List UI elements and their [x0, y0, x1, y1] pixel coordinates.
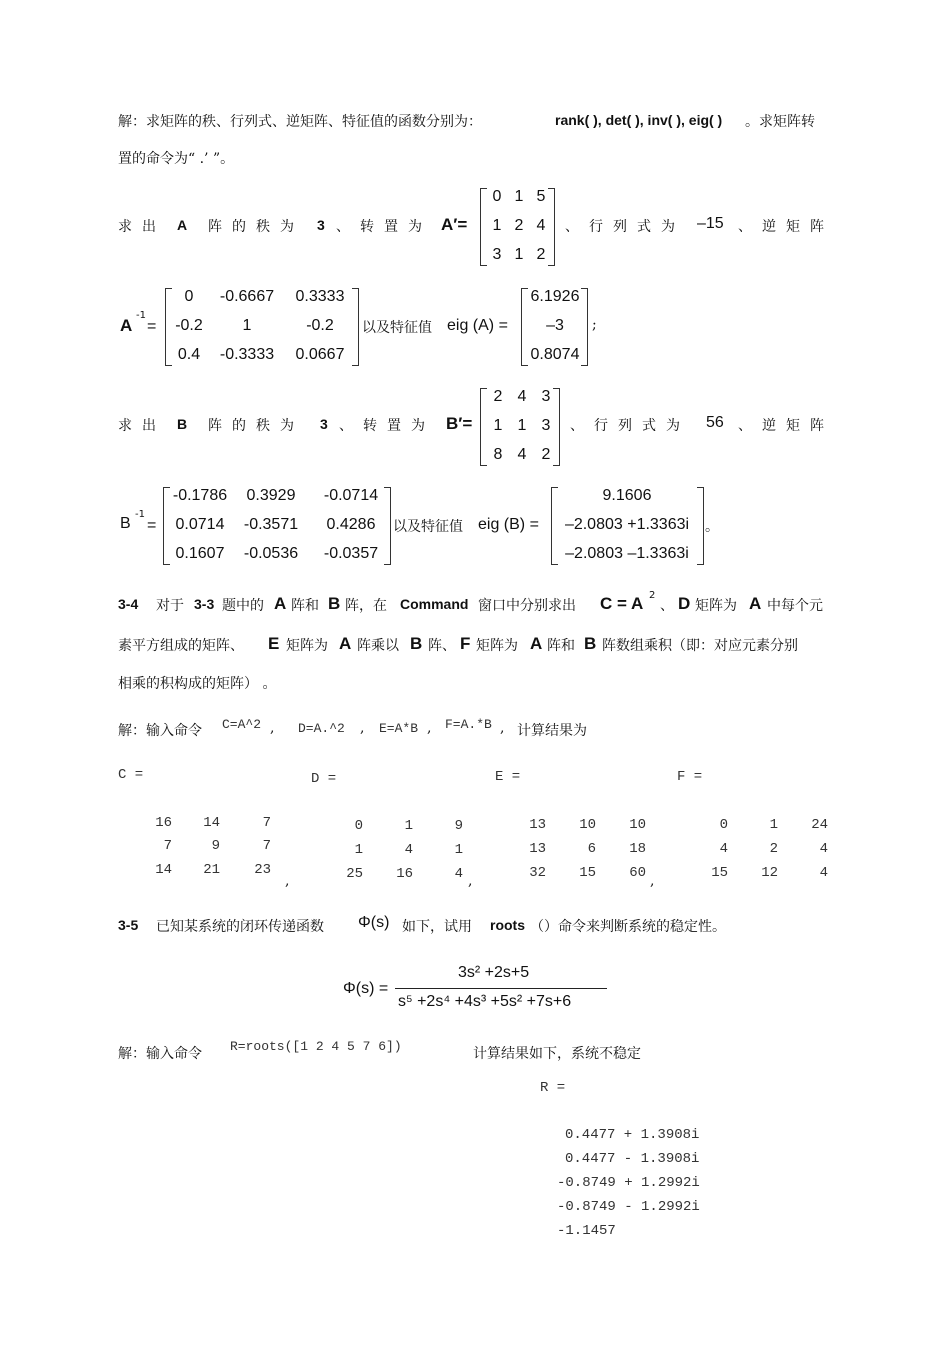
output-value: 24 — [811, 817, 828, 833]
eig-a-label: eig (A) = — [447, 317, 508, 334]
matrix-cell: 0.1607 — [175, 545, 225, 562]
matrix-cell: 0.8074 — [530, 346, 580, 363]
matrix-cell: -0.0357 — [323, 545, 379, 562]
matrix-a-inverse — [165, 286, 359, 368]
det-b: 56 — [706, 414, 724, 431]
matrix-cell: 1 — [242, 317, 252, 334]
output-value: 15 — [711, 865, 728, 881]
output-value: 1 — [404, 818, 413, 834]
output-value: 60 — [629, 865, 646, 881]
matrix-row — [527, 346, 588, 364]
output-value: 1 — [354, 842, 363, 858]
matrix-cell: –2.0803 –1.3363i — [565, 545, 689, 562]
matrix-row — [557, 516, 704, 534]
det-a: –15 — [697, 215, 724, 232]
matrix-cell: 0.4 — [177, 346, 201, 363]
matrix-cell: 0.0714 — [175, 516, 225, 533]
output-value: 7 — [163, 838, 172, 854]
matrix-cell: 8 — [493, 446, 503, 463]
output-value: 4 — [404, 842, 413, 858]
root-value: 0.4477 - 1.3908i — [565, 1151, 700, 1167]
matrix-cell: 2 — [536, 246, 546, 263]
output-value: 18 — [629, 841, 646, 857]
output-value: 25 — [346, 866, 363, 882]
output-value: 7 — [262, 815, 271, 831]
output-value: 10 — [629, 817, 646, 833]
matrix-cell: –3 — [546, 317, 564, 334]
matrix-cell: 1 — [517, 417, 527, 434]
output-value: 12 — [761, 865, 778, 881]
output-value: 1 — [454, 842, 463, 858]
matrix-cell: 0 — [184, 288, 194, 305]
output-value: 4 — [819, 865, 828, 881]
matrix-cell: -0.1786 — [172, 487, 228, 504]
output-value: 4 — [719, 841, 728, 857]
output-value: 9 — [211, 838, 220, 854]
intro-text-cont: 。求矩阵转 — [745, 114, 815, 130]
output-value: 7 — [262, 838, 271, 854]
function-names: rank( ), det( ), inv( ), eig( ) — [555, 112, 723, 128]
matrix-cell: 3 — [492, 246, 502, 263]
output-value: 13 — [529, 817, 546, 833]
matrix-cell: –2.0803 +1.3363i — [564, 516, 690, 533]
matrix-row — [486, 217, 555, 235]
eig-b-vector — [551, 485, 704, 567]
matrix-row — [486, 388, 560, 406]
matrix-cell: -0.3333 — [219, 346, 275, 363]
output-value: 14 — [203, 815, 220, 831]
output-value: 6 — [587, 841, 596, 857]
output-value: 1 — [769, 817, 778, 833]
matrix-row — [486, 246, 555, 264]
matrix-cell: -0.2 — [175, 317, 203, 334]
matrix-cell: 2 — [514, 217, 524, 234]
matrix-row — [527, 317, 588, 335]
output-value: 4 — [819, 841, 828, 857]
output-value: 13 — [529, 841, 546, 857]
matrix-row — [557, 487, 704, 505]
root-value: -0.8749 - 1.2992i — [557, 1199, 700, 1215]
matrix-cell: 0.4286 — [326, 516, 376, 533]
inv-b-label: B — [120, 515, 131, 532]
denominator: s⁵ +2s⁴ +4s³ +5s² +7s+6 — [398, 993, 572, 1010]
matrix-cell: 4 — [536, 217, 546, 234]
output-value: 32 — [529, 865, 546, 881]
matrix-row — [486, 188, 555, 206]
intro-text: 解：求矩阵的秩、行列式、逆矩阵、特征值的函数分别为： — [118, 114, 482, 130]
root-value: -0.8749 + 1.2992i — [557, 1175, 700, 1191]
output-value: 9 — [454, 818, 463, 834]
fraction-bar — [395, 988, 607, 989]
matrix-row — [557, 545, 704, 563]
root-value: 0.4477 + 1.3908i — [565, 1127, 700, 1143]
matrix-row — [171, 317, 359, 335]
output-value: 4 — [454, 866, 463, 882]
output-value: 23 — [254, 862, 271, 878]
matrix-cell: 3 — [541, 388, 551, 405]
matrix-cell: 6.1926 — [530, 288, 580, 305]
matrix-cell: 2 — [541, 446, 551, 463]
inv-a-label: A — [120, 316, 133, 335]
matrix-cell: 1 — [493, 417, 503, 434]
matrix-cell: 0.3333 — [295, 288, 345, 305]
matrix-cell: 5 — [536, 188, 546, 205]
matrix-cell: 1 — [492, 217, 502, 234]
eig-a-vector — [521, 286, 588, 368]
matrix-cell: 4 — [517, 388, 527, 405]
matrix-row — [169, 545, 391, 563]
matrix-cell: 3 — [541, 417, 551, 434]
output-value: 10 — [579, 817, 596, 833]
output-value: 16 — [396, 866, 413, 882]
matrix-row — [171, 346, 359, 364]
matrix-row — [527, 288, 588, 306]
matrix-b-inverse — [163, 485, 391, 567]
output-value: 0 — [354, 818, 363, 834]
matrix-cell: 2 — [493, 388, 503, 405]
matrix-cell: 0 — [492, 188, 502, 205]
numerator: 3s² +2s+5 — [458, 964, 530, 981]
root-value: -1.1457 — [557, 1223, 616, 1239]
output-value: 21 — [203, 862, 220, 878]
matrix-row — [486, 446, 560, 464]
matrix-cell: 1 — [514, 246, 524, 263]
output-value: 2 — [769, 841, 778, 857]
matrix-cell: -0.3571 — [243, 516, 299, 533]
matrix-row — [169, 516, 391, 534]
matrix-cell: 1 — [514, 188, 524, 205]
matrix-cell: -0.0536 — [243, 545, 299, 562]
matrix-cell: 0.3929 — [246, 487, 296, 504]
matrix-cell: -0.0714 — [323, 487, 379, 504]
roots-command: R=roots([1 2 4 5 7 6]) — [230, 1039, 402, 1054]
matrix-row — [171, 288, 359, 306]
output-value: 15 — [579, 865, 596, 881]
transpose-command-text: 置的命令为“ .’ ”。 — [118, 151, 235, 167]
matrix-cell: -0.6667 — [219, 288, 275, 305]
output-value: 16 — [155, 815, 172, 831]
matrix-cell: 4 — [517, 446, 527, 463]
eig-b-label: eig (B) = — [478, 516, 539, 533]
matrix-row — [486, 417, 560, 435]
matrix-cell: 0.0667 — [295, 346, 345, 363]
output-value: 0 — [719, 817, 728, 833]
output-value: 14 — [155, 862, 172, 878]
matrix-cell: -0.2 — [306, 317, 334, 334]
matrix-b-transpose — [480, 386, 560, 468]
matrix-cell: 9.1606 — [602, 487, 652, 504]
matrix-row — [169, 487, 391, 505]
matrix-a-transpose — [480, 186, 555, 268]
